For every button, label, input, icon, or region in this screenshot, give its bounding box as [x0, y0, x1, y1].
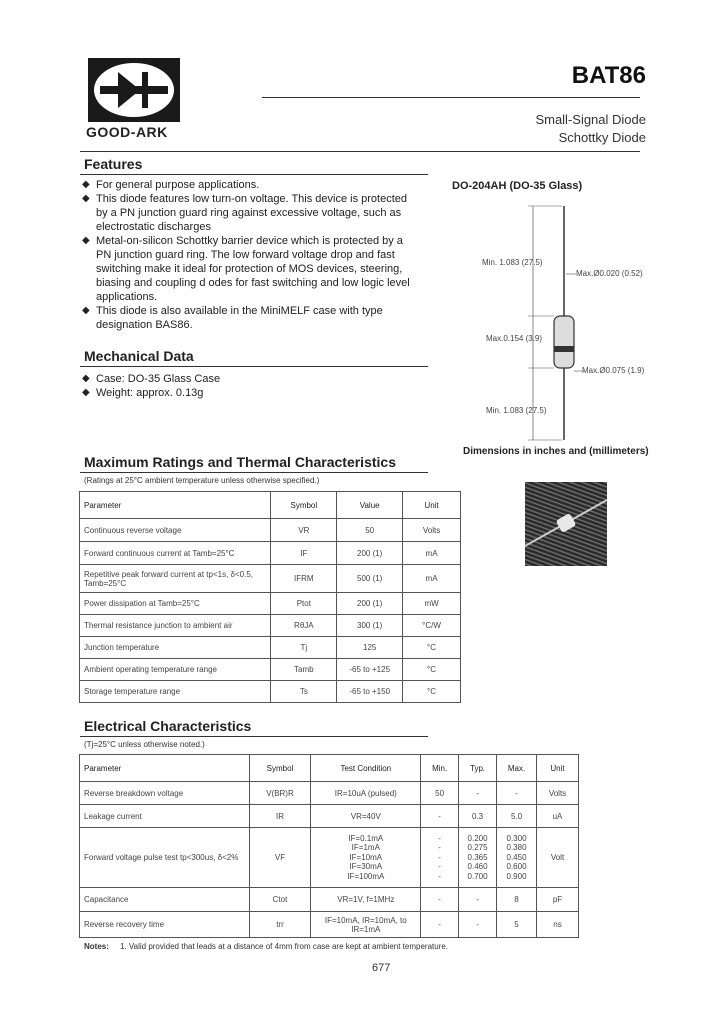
max-ratings-title: Maximum Ratings and Thermal Characteristics	[84, 454, 396, 470]
cell: °C	[403, 659, 461, 681]
electrical-rule	[80, 736, 428, 737]
cell: - - - - -	[421, 828, 459, 888]
part-number: BAT86	[571, 62, 646, 89]
cell: 300 (1)	[337, 615, 403, 637]
table-header: Parameter	[80, 755, 250, 782]
subtitle-line1: Small-Signal Diode	[535, 112, 646, 127]
cell: Reverse breakdown voltage	[80, 782, 250, 805]
cell: 50	[337, 519, 403, 542]
cell: 0.300 0.380 0.450 0.600 0.900	[497, 828, 537, 888]
diode-logo-icon	[88, 58, 180, 122]
cell: °C	[403, 637, 461, 659]
cell: Junction temperature	[80, 637, 271, 659]
cell: mW	[403, 593, 461, 615]
table-row	[80, 542, 461, 565]
cell: mA	[403, 542, 461, 565]
mechanical-title: Mechanical Data	[84, 348, 194, 364]
header-rule-2	[80, 151, 640, 152]
cell: 0.200 0.275 0.365 0.460 0.700	[459, 828, 497, 888]
electrical-table	[79, 754, 579, 938]
cell: uA	[537, 805, 579, 828]
cell: mA	[403, 565, 461, 593]
table-row	[80, 637, 461, 659]
max-ratings-table	[79, 491, 461, 703]
cell: Leakage current	[80, 805, 250, 828]
cell: -	[497, 782, 537, 805]
table-row	[80, 912, 579, 938]
table-header: Test Condition	[311, 755, 421, 782]
cell: Forward continuous current at Tamb=25°C	[80, 542, 271, 565]
diode-photo-image	[525, 482, 607, 566]
cell: 0.3	[459, 805, 497, 828]
cell: -	[459, 912, 497, 938]
table-row	[80, 615, 461, 637]
cell: 500 (1)	[337, 565, 403, 593]
features-title: Features	[84, 156, 143, 172]
features-item: ◆ For general purpose applications.	[82, 178, 412, 192]
cell: Ptot	[271, 593, 337, 615]
cell: IFRM	[271, 565, 337, 593]
cell: Volts	[537, 782, 579, 805]
cell: -	[421, 912, 459, 938]
cell: IF=0.1mA IF=1mA IF=10mA IF=30mA IF=100mA	[311, 828, 421, 888]
cell: 50	[421, 782, 459, 805]
cell: Ambient operating temperature range	[80, 659, 271, 681]
table-header: Parameter	[80, 492, 271, 519]
cell: Tamb	[271, 659, 337, 681]
cell: Reverse recovery time	[80, 912, 250, 938]
cell: Volts	[403, 519, 461, 542]
cell: Tj	[271, 637, 337, 659]
cell: 200 (1)	[337, 593, 403, 615]
table-header: Max.	[497, 755, 537, 782]
table-row	[80, 782, 579, 805]
cell: pF	[537, 888, 579, 912]
features-item: ◆ Metal-on-silicon Schottky barrier device which is protected by a PN junction guard ring. The low forward voltage drop and fast switching make it ideal for protection of MOS devices, steering, biasing and coupling d odes for fast switching and low logic level applications.	[82, 234, 412, 304]
cell: -	[421, 888, 459, 912]
table-header: Symbol	[271, 492, 337, 519]
cell: -	[459, 888, 497, 912]
cell: IF	[271, 542, 337, 565]
mechanical-item: ◆ Weight: approx. 0.13g	[82, 386, 412, 400]
table-header: Unit	[537, 755, 579, 782]
max-ratings-note: (Ratings at 25°C ambient temperature unless otherwise specified.)	[84, 476, 320, 485]
cell: -	[459, 782, 497, 805]
mechanical-item: ◆ Case: DO-35 Glass Case	[82, 372, 412, 386]
cell: °C	[403, 681, 461, 703]
cell: Volt	[537, 828, 579, 888]
cell: Repetitive peak forward current at tp<1s, δ<0.5, Tamb=25°C	[80, 565, 271, 593]
package-title: DO-204AH (DO-35 Glass)	[452, 180, 583, 192]
cell: Ctot	[249, 888, 311, 912]
cell: Capacitance	[80, 888, 250, 912]
cell: IF=10mA, IR=10mA, to IR=1mA	[311, 912, 421, 938]
cell: -	[421, 805, 459, 828]
mechanical-list	[82, 372, 412, 400]
table-row	[80, 519, 461, 542]
cell: 5	[497, 912, 537, 938]
table-header: Unit	[403, 492, 461, 519]
cell: Storage temperature range	[80, 681, 271, 703]
cell: °C/W	[403, 615, 461, 637]
features-rule	[80, 174, 428, 175]
features-item: ◆ This diode features low turn-on voltage. This device is protected by a PN junction guard ring against excessive voltage, such as electrostatic discharges	[82, 192, 412, 234]
cell: VR	[271, 519, 337, 542]
subtitle-line2: Schottky Diode	[558, 130, 646, 145]
brand-name: GOOD-ARK	[86, 124, 168, 140]
table-row	[80, 593, 461, 615]
dim-body-length: Max.0.154 (3.9)	[486, 334, 543, 343]
mechanical-rule	[80, 366, 428, 367]
cell: 200 (1)	[337, 542, 403, 565]
table-row	[80, 888, 579, 912]
cell: IR	[249, 805, 311, 828]
dim-lead-bottom: Min. 1.083 (27.5)	[486, 406, 547, 415]
product-photo	[525, 482, 607, 566]
cell: RθJA	[271, 615, 337, 637]
notes-text: 1. Valid provided that leads at a distance of 4mm from case are kept at ambient temperature.	[120, 942, 449, 951]
cell: VR=1V, f=1MHz	[311, 888, 421, 912]
table-header: Symbol	[249, 755, 311, 782]
dimensions-caption: Dimensions in inches and (millimeters)	[463, 446, 649, 457]
cell: Power dissipation at Tamb=25°C	[80, 593, 271, 615]
cell: Ts	[271, 681, 337, 703]
table-row	[80, 681, 461, 703]
cell: 125	[337, 637, 403, 659]
table-header: Typ.	[459, 755, 497, 782]
table-header: Min.	[421, 755, 459, 782]
table-header: Value	[337, 492, 403, 519]
cell: -65 to +125	[337, 659, 403, 681]
table-row	[80, 805, 579, 828]
header-rule	[262, 97, 640, 98]
dim-lead-diameter: Max.Ø0.020 (0.52)	[576, 269, 643, 278]
dim-body-diameter: Max.Ø0.075 (1.9)	[582, 366, 645, 375]
dim-lead-top: Min. 1.083 (27.5)	[482, 258, 543, 267]
max-ratings-rule	[80, 472, 428, 473]
cell: ns	[537, 912, 579, 938]
cell: VR=40V	[311, 805, 421, 828]
notes-label: Notes:	[84, 942, 109, 951]
cell: VF	[249, 828, 311, 888]
cell: IR=10uA (pulsed)	[311, 782, 421, 805]
cell: Forward voltage pulse test tp<300us, δ<2%	[80, 828, 250, 888]
cell: Continuous reverse voltage	[80, 519, 271, 542]
cell: 5.0	[497, 805, 537, 828]
cell: -65 to +150	[337, 681, 403, 703]
cell: trr	[249, 912, 311, 938]
company-logo	[88, 58, 180, 122]
table-row	[80, 828, 579, 888]
table-row	[80, 565, 461, 593]
table-row	[80, 659, 461, 681]
features-list	[82, 178, 412, 332]
cell: Thermal resistance junction to ambient air	[80, 615, 271, 637]
page-number: 677	[372, 962, 391, 974]
cell: 8	[497, 888, 537, 912]
electrical-note: (Tj=25°C unless otherwise noted.)	[84, 740, 205, 749]
electrical-title: Electrical Characteristics	[84, 718, 252, 734]
cell: V(BR)R	[249, 782, 311, 805]
features-item: ◆ This diode is also available in the MiniMELF case with type designation BAS86.	[82, 304, 412, 332]
